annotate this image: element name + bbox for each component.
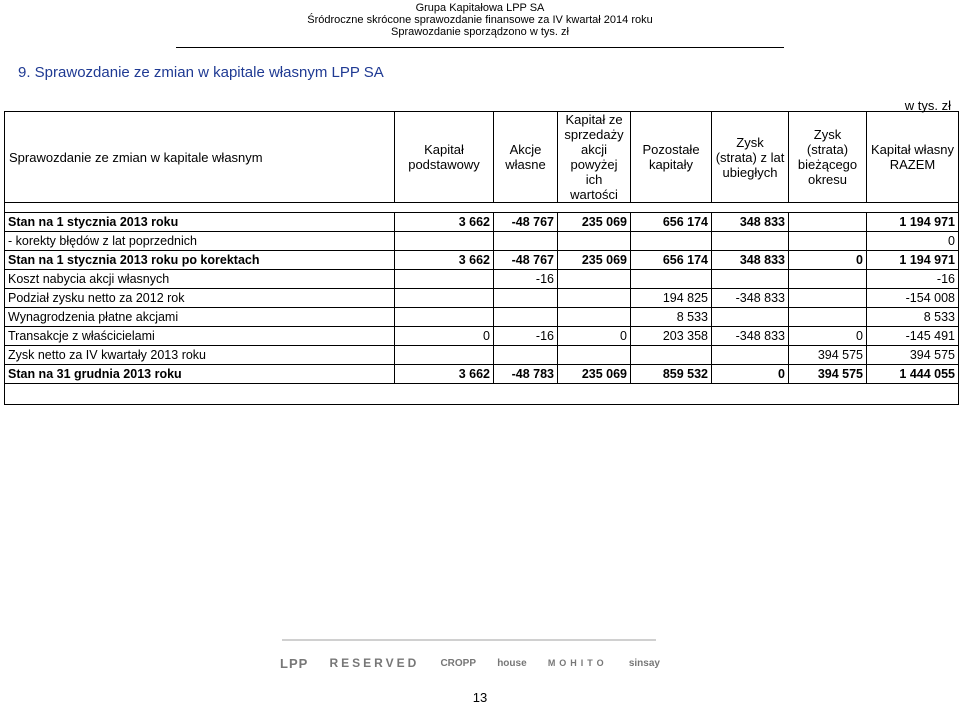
table-cell: -145 491 (867, 327, 959, 346)
table-cell (631, 346, 712, 365)
table-cell (558, 270, 631, 289)
lpp-logo: LPP (280, 655, 309, 671)
table-cell (395, 270, 494, 289)
table-cell: 348 833 (712, 251, 789, 270)
footer-divider (282, 639, 656, 641)
column-header: Akcje własne (494, 112, 558, 203)
table-cell: 0 (558, 327, 631, 346)
table-cell (712, 232, 789, 251)
table-cell: 8 533 (631, 308, 712, 327)
table-cell: -154 008 (867, 289, 959, 308)
table-cell: 194 825 (631, 289, 712, 308)
table-cell: -48 767 (494, 213, 558, 232)
row-label: Podział zysku netto za 2012 rok (5, 289, 395, 308)
table-cell: 3 662 (395, 365, 494, 384)
row-label: Stan na 31 grudnia 2013 roku (5, 365, 395, 384)
table-cell (494, 346, 558, 365)
table-row (5, 289, 959, 308)
table-cell: 235 069 (558, 251, 631, 270)
unit-label: w tys. zł (904, 98, 951, 113)
table-row (5, 308, 959, 327)
section-title: 9. Sprawozdanie ze zmian w kapitale własnym LPP SA (18, 64, 384, 81)
empty-row (5, 384, 959, 405)
table-cell (789, 308, 867, 327)
table-cell: 0 (867, 232, 959, 251)
table-cell (395, 308, 494, 327)
row-label: Wynagrodzenia płatne akcjami (5, 308, 395, 327)
table-cell: 3 662 (395, 251, 494, 270)
column-header: Sprawozdanie ze zmian w kapitale własnym (5, 112, 395, 203)
column-header: Kapitał podstawowy (395, 112, 494, 203)
mohito-logo: MOHITO (547, 658, 608, 668)
table-cell (395, 346, 494, 365)
table-cell (494, 308, 558, 327)
column-header: Zysk (strata) z lat ubiegłych (712, 112, 789, 203)
table-cell (712, 270, 789, 289)
table-cell: 235 069 (558, 365, 631, 384)
table-cell: 859 532 (631, 365, 712, 384)
table-cell (558, 289, 631, 308)
table-cell: 348 833 (712, 213, 789, 232)
row-label: Zysk netto za IV kwartały 2013 roku (5, 346, 395, 365)
table-cell: 0 (395, 327, 494, 346)
table-cell (558, 308, 631, 327)
table-row (5, 327, 959, 346)
table-cell (631, 270, 712, 289)
empty-cell (5, 384, 959, 405)
table-cell (712, 308, 789, 327)
table-cell (789, 270, 867, 289)
table-cell: -16 (494, 327, 558, 346)
table-cell (395, 289, 494, 308)
table-cell: -348 833 (712, 289, 789, 308)
table-row (5, 232, 959, 251)
table-row (5, 213, 959, 232)
table-cell (789, 213, 867, 232)
table-cell: 0 (789, 327, 867, 346)
table-cell: 3 662 (395, 213, 494, 232)
table-cell (558, 346, 631, 365)
table-cell: -348 833 (712, 327, 789, 346)
page-number: 13 (472, 690, 488, 705)
table-cell: 656 174 (631, 251, 712, 270)
report-header-company: Grupa Kapitałowa LPP SA (415, 2, 545, 14)
house-logo: house (497, 657, 527, 669)
column-header: Kapitał własny RAZEM (867, 112, 959, 203)
column-header: Pozostałe kapitały (631, 112, 712, 203)
table-cell (712, 346, 789, 365)
table-row (5, 346, 959, 365)
reserved-logo: RESERVED (329, 656, 420, 670)
table-cell: 394 575 (789, 346, 867, 365)
cropp-logo: CROPP (440, 657, 477, 669)
table-row (5, 365, 959, 384)
row-label: Stan na 1 stycznia 2013 roku po korektach (5, 251, 395, 270)
table-cell (395, 232, 494, 251)
header-divider (176, 47, 784, 48)
table-cell: 203 358 (631, 327, 712, 346)
table-cell: -16 (867, 270, 959, 289)
table-header-row (5, 112, 959, 203)
row-label: Stan na 1 stycznia 2013 roku (5, 213, 395, 232)
table-cell (789, 232, 867, 251)
spacer-row (5, 203, 959, 213)
table-cell: 235 069 (558, 213, 631, 232)
table-cell: 1 444 055 (867, 365, 959, 384)
table-cell: 394 575 (867, 346, 959, 365)
sinsay-logo: sinsay (628, 657, 660, 669)
table-cell: 1 194 971 (867, 213, 959, 232)
table-cell: -48 767 (494, 251, 558, 270)
table-cell (789, 289, 867, 308)
row-label: - korekty błędów z lat poprzednich (5, 232, 395, 251)
report-header-period: Śródroczne skrócone sprawozdanie finansowe za IV kwartał 2014 roku (307, 14, 653, 26)
table-row (5, 270, 959, 289)
row-label: Koszt nabycia akcji własnych (5, 270, 395, 289)
table-cell: -16 (494, 270, 558, 289)
table-row (5, 251, 959, 270)
brand-logos (280, 654, 660, 672)
column-header: Zysk (strata) bieżącego okresu (789, 112, 867, 203)
row-label: Transakcje z właścicielami (5, 327, 395, 346)
table-cell (494, 289, 558, 308)
column-header: Kapitał ze sprzedaży akcji powyżej ich wartości (558, 112, 631, 203)
table-cell (631, 232, 712, 251)
table-cell: 0 (789, 251, 867, 270)
table-cell: 8 533 (867, 308, 959, 327)
table-cell: 394 575 (789, 365, 867, 384)
equity-changes-table (4, 111, 959, 405)
report-header-unit-note: Sprawozdanie sporządzono w tys. zł (391, 26, 569, 38)
table-cell: 1 194 971 (867, 251, 959, 270)
table-cell: -48 783 (494, 365, 558, 384)
table-cell: 0 (712, 365, 789, 384)
table-cell: 656 174 (631, 213, 712, 232)
table-cell (494, 232, 558, 251)
table-cell (558, 232, 631, 251)
